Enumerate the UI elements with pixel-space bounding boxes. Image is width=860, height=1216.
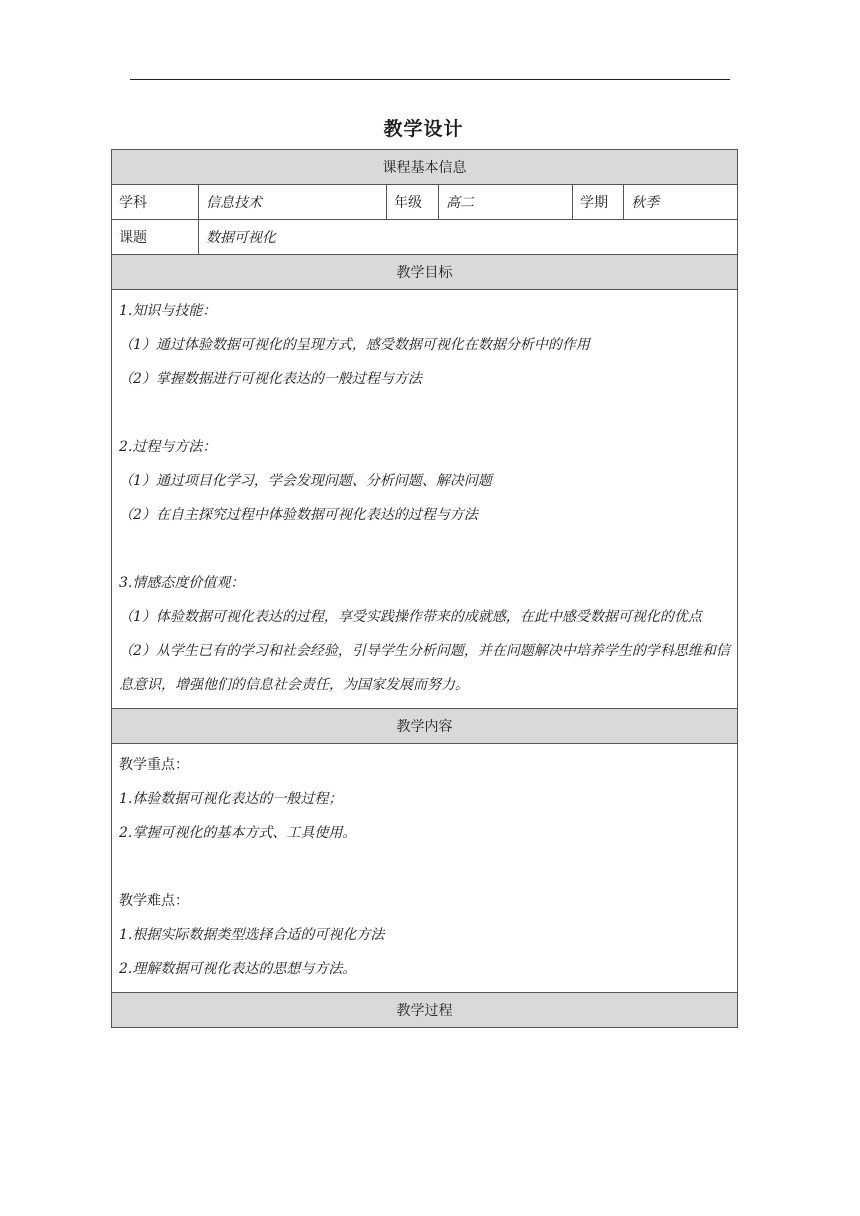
content-header-row: [112, 709, 738, 744]
objectives-body-row: [112, 290, 738, 709]
grade-label: 年级: [387, 185, 439, 220]
objective-line: （1）通过项目化学习，学会发现问题、分析问题、解决问题: [119, 473, 492, 489]
objectives-body: [112, 290, 738, 709]
objective-line: （1）通过体验数据可视化的呈现方式，感受数据可视化在数据分析中的作用: [119, 337, 590, 353]
objective-line: （2）掌握数据进行可视化表达的一般过程与方法: [119, 371, 422, 387]
content-body-row: [112, 744, 738, 993]
process-header-row: [112, 993, 738, 1028]
content-line: 教学重点：: [119, 757, 189, 773]
content-line: 教学难点：: [119, 893, 189, 909]
blank-line: [119, 850, 730, 884]
document-title: 教学设计: [383, 118, 464, 140]
topic-row: [112, 220, 738, 255]
header-rule: [130, 79, 730, 80]
content-line: 2.理解数据可视化表达的思想与方法。: [119, 961, 357, 977]
content-section-title: 教学内容: [112, 709, 738, 744]
content-line: 1.根据实际数据类型选择合适的可视化方法: [119, 927, 385, 943]
objectives-header-row: [112, 255, 738, 290]
subject-row: [112, 185, 738, 220]
subject-value: 信息技术: [199, 185, 387, 220]
grade-value: 高二: [439, 185, 573, 220]
blank-line: [119, 396, 730, 430]
basic-info-section-title: 课程基本信息: [112, 150, 738, 185]
basic-info-header-row: [112, 150, 738, 185]
objective-line: （2）从学生已有的学习和社会经验，引导学生分析问题，并在问题解决中培养学生的学科思维和信息意识，增强他们的信息社会责任，为国家发展而努力。: [119, 643, 730, 693]
process-section-title: 教学过程: [112, 993, 738, 1028]
objective-line: （2）在自主探究过程中体验数据可视化表达的过程与方法: [119, 507, 478, 523]
subject-label: 学科: [112, 185, 199, 220]
topic-value: 数据可视化: [199, 220, 738, 255]
lesson-plan-table: [111, 149, 738, 1028]
content-line: 1.体验数据可视化表达的一般过程；: [119, 791, 343, 807]
content-body: [112, 744, 738, 993]
term-label: 学期: [573, 185, 624, 220]
topic-label: 课题: [112, 220, 199, 255]
objective-line: 2.过程与方法：: [119, 439, 217, 455]
content-line: 2.掌握可视化的基本方式、工具使用。: [119, 825, 357, 841]
objective-line: （1）体验数据可视化表达的过程，享受实践操作带来的成就感，在此中感受数据可视化的优点: [119, 609, 702, 625]
objective-line: 1.知识与技能：: [119, 303, 217, 319]
objectives-section-title: 教学目标: [112, 255, 738, 290]
objective-line: 3.情感态度价值观：: [119, 575, 245, 591]
term-value: 秋季: [624, 185, 738, 220]
blank-line: [119, 532, 730, 566]
